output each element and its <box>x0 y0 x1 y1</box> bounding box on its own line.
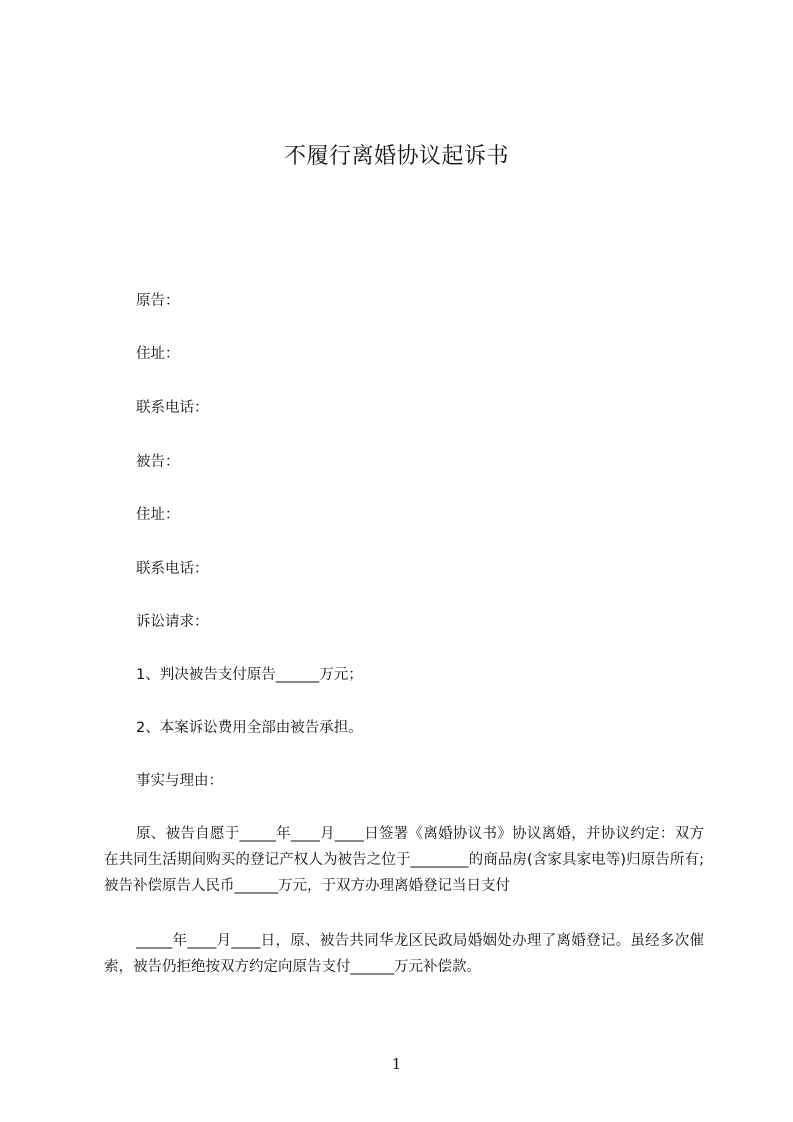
claim-item-1: 1、判决被告支付原告______万元； <box>136 667 363 683</box>
plaintiff-phone-label: 联系电话： <box>136 400 209 416</box>
facts-heading: 事实与理由： <box>136 773 223 789</box>
document-title: 不履行离婚协议起诉书 <box>283 144 509 169</box>
defendant-label: 被告： <box>136 454 180 470</box>
plaintiff-label: 原告： <box>136 293 180 309</box>
facts-paragraph-1: 原、被告自愿于_____年____月____日签署《离婚协议书》协议离婚，并协议约定：双方在共同生活期间购买的登记产权人为被告之位于________的商品房(含家具家电等)归原告所有;被告补偿原告人民币______万元，于双方办理离婚登记当日支付 <box>104 826 704 894</box>
defendant-phone-label: 联系电话： <box>136 561 209 577</box>
facts-paragraph-2: _____年____月____日，原、被告共同华龙区民政局婚姻处办理了离婚登记。虽经多次催索，被告仍拒绝按双方约定向原告支付______万元补偿款。 <box>104 933 704 975</box>
claim-item-2: 2、本案诉讼费用全部由被告承担。 <box>136 720 363 736</box>
plaintiff-address-label: 住址： <box>136 346 180 362</box>
page-number: 1 <box>391 1055 402 1073</box>
defendant-address-label: 住址： <box>136 507 180 523</box>
claims-heading: 诉讼请求： <box>136 614 209 630</box>
